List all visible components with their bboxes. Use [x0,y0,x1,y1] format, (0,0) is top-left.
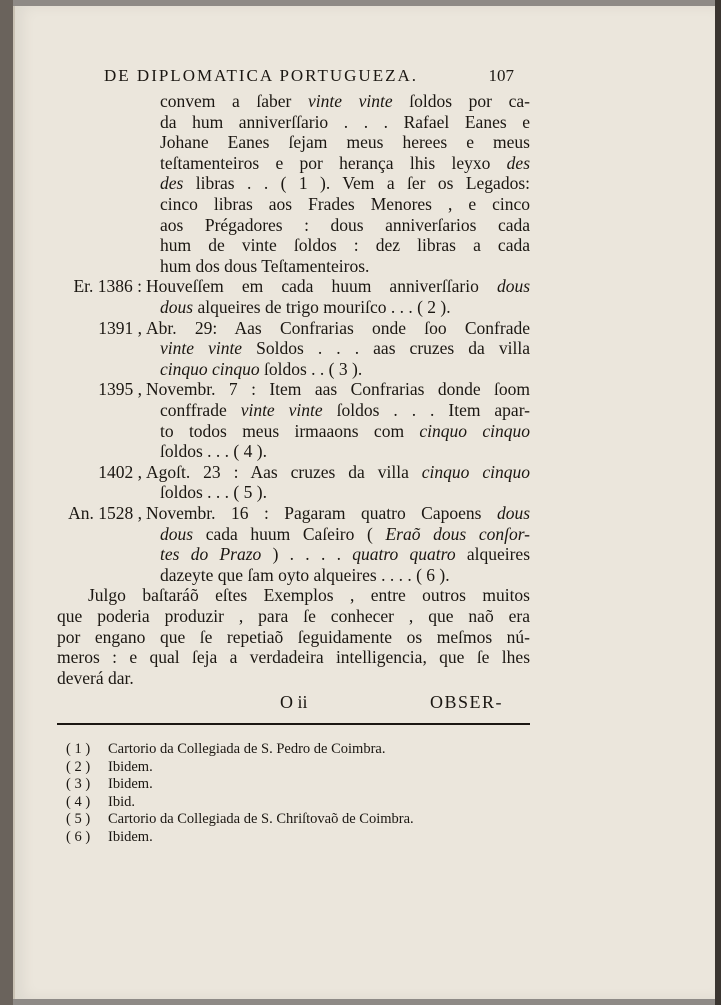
entry-line [146,503,530,523]
footnote [66,776,153,792]
conclusion-line [57,627,530,647]
entry-year: 1402 , [98,461,142,482]
footnote-mark: ( 1 ) [66,741,91,757]
italic-numeral-text: tes do Prazo [160,544,262,565]
entry-line [146,276,530,296]
italic-numeral-text: des [506,152,530,173]
text-segment: alqueires de trigo mouriſco . . . ( 2 ). [193,297,451,317]
running-title: DE DIPLOMATICA PORTUGUEZA. [104,66,419,85]
italic-numeral-text: Eraõ dous conſor- [385,523,530,544]
italic-numeral-text: quatro quatro [352,544,456,565]
text-segment: cada huum Caſeiro ( [193,523,386,544]
conclusion-line [57,668,530,688]
footnote-text: Cartorio da Collegiada de S. Pedro de Coimbra. [108,741,386,757]
text-segment: cinco libras aos Frades Menores , e cinco [160,194,530,214]
text-segment: que poderia produzir , para ſe conhecer , que naõ era [57,606,530,626]
italic-numeral-text: dous [496,503,530,523]
text-segment: hum de vinte ſoldos : dez libras a cada [160,235,530,256]
text-segment: Julgo baſtaráõ eſtes Exemplos , entre outros muitos [88,585,530,606]
body-line [160,235,530,255]
entry-line [160,565,530,585]
text-segment: conffrade [160,400,241,420]
body-line [160,112,530,132]
text-segment: convem a ſaber [160,91,309,111]
running-header [104,66,514,86]
body-line [160,132,530,152]
entry-line [160,297,530,317]
entry-line [160,359,530,379]
footnote-mark: ( 6 ) [66,828,91,845]
text-segment: Soldos . . . aas cruzes da villa [242,338,530,359]
body-line [160,256,530,276]
catchword: OBSER- [430,692,504,712]
text-segment: ſoldos . . . Item apar- [322,400,530,420]
entry-line [146,379,530,399]
footnote-mark: ( 4 ) [66,793,91,810]
entry-line [160,524,530,544]
text-segment: dazeyte que ſam oyto alqueires . . . . ( 6 ). [160,564,450,585]
italic-numeral-text: des [160,173,184,194]
italic-numeral-text: dous [160,297,194,317]
page-edge-shadow [715,0,721,1005]
text-segment: Houveſſem em cada huum anniverſſario [146,276,497,297]
entry-year: An. 1528 , [68,503,142,523]
footnote [66,759,153,775]
body-line [160,215,530,235]
conclusion-line [57,606,530,626]
page-number: 107 [488,66,514,85]
text-segment: Novembr. 16 : Pagaram quatro Capoens [146,503,497,523]
text-segment: libras . . ( 1 ). Vem a ſer os Legados: [183,173,530,194]
text-segment: ſoldos . . ( 3 ). [259,358,363,379]
conclusion-line [57,647,530,667]
text-segment: alqueires [455,544,531,565]
text-segment: Johane Eanes ſejam meus herees e meus [160,132,530,153]
text-segment: hum dos dous Teſtamenteiros. [160,255,370,276]
signature-mark: O ii [280,692,308,712]
text-segment: to todos meus irmaaons com [160,420,420,441]
italic-numeral-text: cinquo cinquo [160,358,260,379]
text-segment: ſoldos por ca- [392,91,530,111]
entry-year: 1391 , [98,317,142,338]
book-spine-edge [0,0,13,1005]
footnote [66,829,153,845]
footnote [66,811,414,827]
italic-numeral-text: vinte vinte [240,400,323,420]
footnote-text: Ibidem. [108,828,153,845]
text-segment: Abr. 29: Aas Confrarias onde ſoo Confrade [146,317,530,338]
italic-numeral-text: cinquo cinquo [421,461,530,482]
text-segment: meros : e qual ſeja a verdadeira intelligencia, que ſe lhes [57,647,530,668]
text-segment: deverá dar. [57,667,134,688]
text-segment: por engano que ſe repetiaõ ſeguidamente os meſmos nú- [57,626,530,647]
entry-year: Er. 1386 : [73,276,142,297]
footnote-text: Ibid. [108,793,135,810]
entry-line [160,400,530,420]
text-segment: ſoldos . . . ( 4 ). [160,441,267,462]
entry-year: 1395 , [98,379,142,400]
entry-line [160,338,530,358]
footnote-text: Cartorio da Collegiada de S. Chriſtovaõ de Coimbra. [108,811,414,827]
entry-line [146,318,530,338]
entry-line [160,441,530,461]
italic-numeral-text: cinquo cinquo [419,420,530,441]
body-line [160,91,530,111]
entry-line [160,482,530,502]
footnote-mark: ( 2 ) [66,758,91,775]
text-segment: Agoſt. 23 : Aas cruzes da villa [146,461,422,482]
footnote-rule [57,723,530,725]
body-line [160,194,530,214]
italic-numeral-text: dous [496,276,530,297]
footnote-text: Ibidem. [108,776,153,792]
entry-line [146,462,530,482]
body-line [160,173,530,193]
text-segment: teſtamenteiros e por herança lhis leyxo [160,152,507,173]
italic-numeral-text: vinte vinte [160,338,243,359]
italic-numeral-text: vinte vinte [308,91,393,111]
conclusion-line [88,585,530,605]
footnote-text: Ibidem. [108,758,153,775]
text-segment: aos Prégadores : dous anniverſarios cada [160,214,530,235]
text-segment: da hum anniverſſario . . . Rafael Eanes e [160,111,530,132]
entry-line [160,544,530,564]
footnote [66,741,385,757]
text-segment: Novembr. 7 : Item aas Confrarias donde ſoom [146,379,530,400]
entry-line [160,421,530,441]
footnote [66,794,135,810]
footnote-mark: ( 3 ) [66,776,91,792]
text-segment: ſoldos . . . ( 5 ). [160,482,267,503]
text-segment: ) . . . . [261,544,353,565]
body-line [160,153,530,173]
italic-numeral-text: dous [160,523,194,544]
footnote-mark: ( 5 ) [66,811,91,827]
